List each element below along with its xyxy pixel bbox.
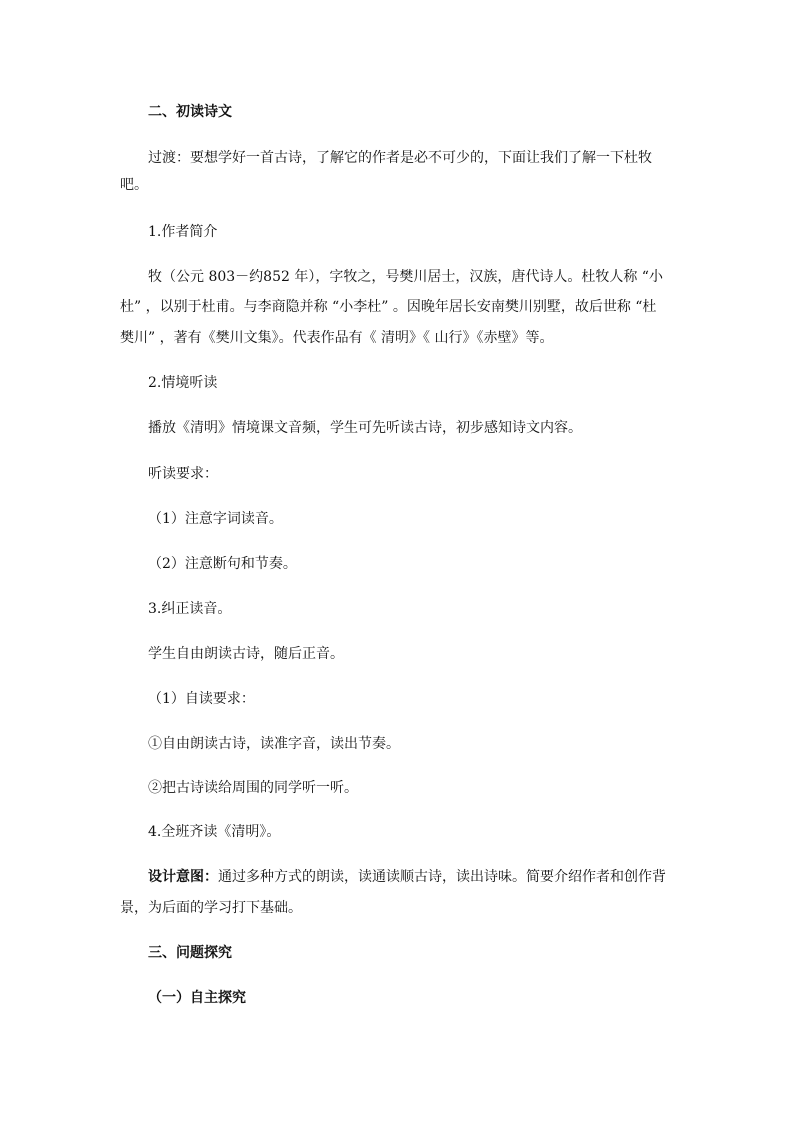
self-reading-requirements-label: （1）自读要求： (148, 691, 255, 707)
design-intent-line-2: 景，为后面的学习打下基础。 (120, 900, 302, 916)
listening-requirements-label: 听读要求： (148, 466, 218, 482)
author-paragraph-line-2: 杜” ，以别于杜甫。与李商隐并称 “小李杜” 。因晚年居长安南樊川别墅，故后世称 “杜 (120, 299, 657, 315)
subsection-heading-self-exploration: （一）自主探究 (148, 990, 246, 1006)
subheading-correct-pronunciation: 3.纠正读音。 (148, 601, 232, 617)
author-paragraph-line-3: 樊川” ，著有《樊川文集》。代表作品有《 清明》《 山行》《赤壁》等。 (120, 330, 554, 346)
transition-paragraph-line-1: 过渡：要想学好一首古诗，了解它的作者是必不可少的，下面让我们了解一下杜牧 (148, 150, 652, 166)
transition-paragraph-line-2: 吧。 (120, 177, 148, 193)
correction-paragraph: 学生自由朗读古诗，随后正音。 (148, 646, 344, 662)
self-reading-item-1: ①自由朗读古诗，读准字音，读出节奏。 (148, 736, 400, 752)
author-paragraph-line-1: 牧（公元 803－约852 年），字牧之，号樊川居士，汉族，唐代诗人。杜牧人称 “小 (148, 269, 663, 285)
listening-requirement-2: （2）注意断句和节奏。 (148, 556, 297, 572)
listening-requirement-1: （1）注意字词读音。 (148, 511, 283, 527)
design-intent-text: 通过多种方式的朗读，读通读顺古诗，读出诗味。简要介绍作者和创作背 (218, 869, 666, 885)
section-heading-initial-reading: 二、初读诗文 (148, 104, 232, 120)
self-reading-item-2: ②把古诗读给周围的同学听一听。 (148, 780, 358, 796)
subheading-listening: 2.情境听读 (148, 375, 218, 391)
design-intent-line-1 (148, 864, 680, 890)
subheading-author-intro: 1.作者简介 (148, 224, 218, 240)
subheading-class-reading: 4.全班齐读《清明》。 (148, 824, 281, 840)
listening-paragraph: 播放《清明》情境课文音频，学生可先听读古诗，初步感知诗文内容。 (148, 420, 582, 436)
section-heading-problem-exploration: 三、问题探究 (148, 945, 232, 961)
design-intent-label: 设计意图： (148, 869, 218, 885)
